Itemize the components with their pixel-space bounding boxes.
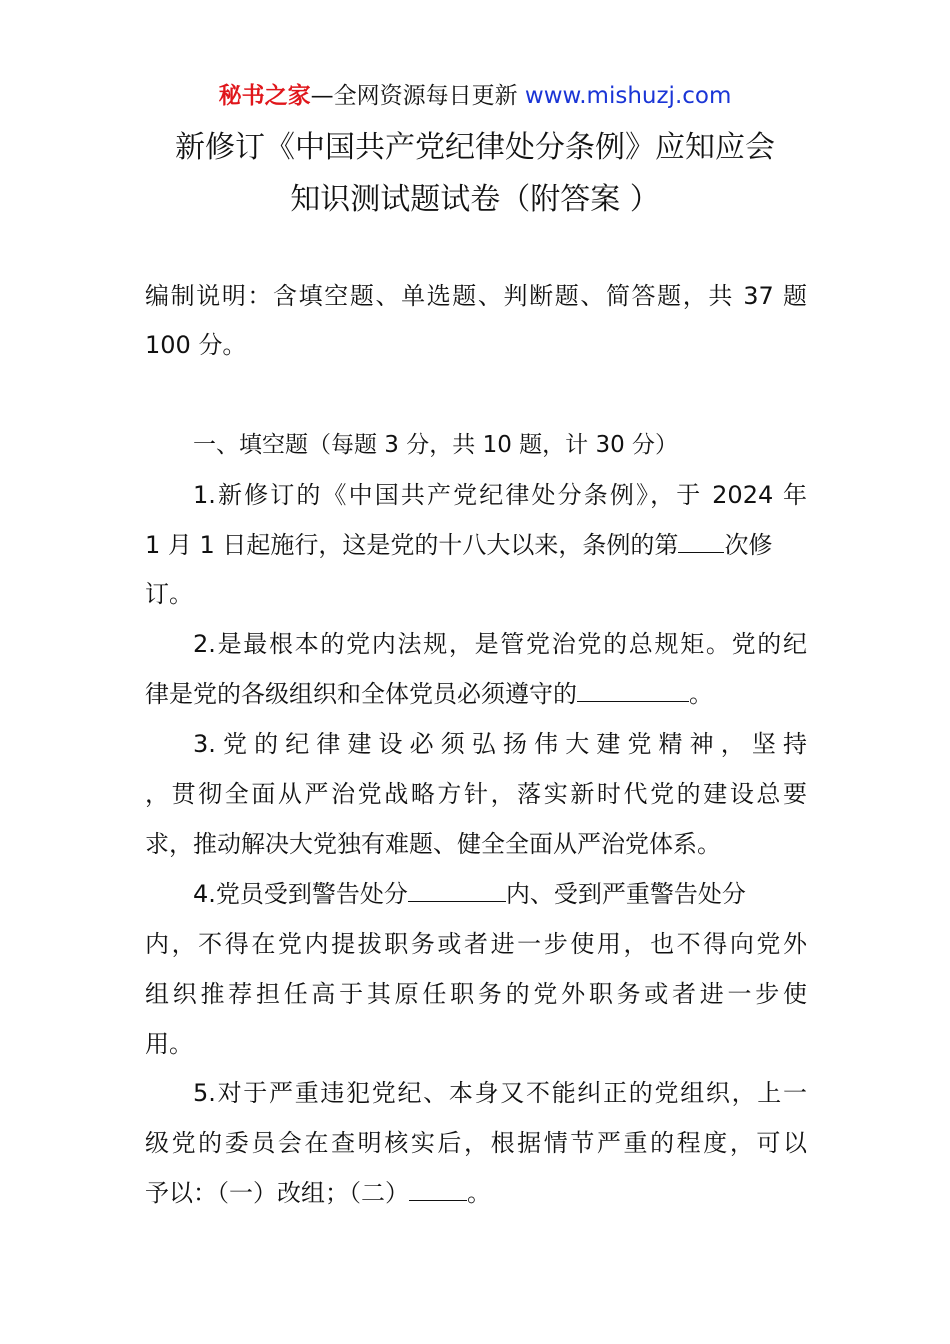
banner-url-link[interactable]: www.mishuzj.com bbox=[524, 83, 732, 109]
q3-line-2: ，贯彻全面从严治党战略方针，落实新时代党的建设总要 bbox=[145, 780, 807, 808]
section-heading: 一、填空题（每题 3 分，共 10 题，计 30 分） bbox=[193, 432, 679, 458]
q4-line-3: 组织推荐担任高于其原任职务的党外职务或者进一步使 bbox=[145, 980, 807, 1008]
q5-line-3-tail: 。 bbox=[467, 1179, 491, 1207]
q2-answer-blank bbox=[577, 679, 689, 702]
q1-line-3: 订。 bbox=[145, 580, 193, 608]
q3-line-1: 3.党的纪律建设必须弘扬伟大建党精神，坚持 bbox=[193, 730, 807, 758]
intro-line-1: 编制说明：含填空题、单选题、判断题、简答题，共 37 题 bbox=[145, 282, 807, 310]
brand-name: 秘书之家 bbox=[218, 83, 311, 109]
q4-line-4: 用。 bbox=[145, 1030, 193, 1058]
q5-answer-blank bbox=[409, 1178, 467, 1201]
q1-line-2-text: 1 月 1 日起施行，这是党的十八大以来，条例的第 bbox=[145, 531, 679, 559]
q4-line-1-text: 4.党员受到警告处分 bbox=[193, 880, 408, 908]
document-title-line-2: 知识测试题试卷（附答案 ） bbox=[290, 182, 660, 217]
q4-answer-blank bbox=[408, 879, 506, 902]
q5-line-1: 5.对于严重违犯党纪、本身又不能纠正的党组织，上一 bbox=[193, 1079, 807, 1107]
q4-line-2: 内，不得在党内提拔职务或者进一步使用，也不得向党外 bbox=[145, 930, 807, 958]
document-title-line-1: 新修订《中国共产党纪律处分条例》应知应会 bbox=[175, 130, 775, 165]
q5-line-3-text: 予以：（一）改组；（二） bbox=[145, 1179, 409, 1207]
q2-line-2 bbox=[145, 677, 713, 711]
q1-answer-blank bbox=[678, 530, 724, 553]
q3-line-3: 求，推动解决大党独有难题、健全全面从严治党体系。 bbox=[145, 830, 721, 858]
q1-line-2-tail: 次修 bbox=[724, 531, 773, 559]
banner-dash: — bbox=[310, 83, 334, 109]
site-banner bbox=[0, 80, 950, 112]
q1-line-2 bbox=[145, 528, 772, 562]
q2-line-2-tail: 。 bbox=[689, 680, 713, 708]
intro-line-2: 100 分。 bbox=[145, 331, 247, 359]
q5-line-2: 级党的委员会在查明核实后，根据情节严重的程度，可以 bbox=[145, 1129, 807, 1157]
q4-line-1 bbox=[193, 877, 746, 911]
q5-line-3 bbox=[145, 1176, 491, 1210]
q2-line-1: 2.是最根本的党内法规，是管党治党的总规矩。党的纪 bbox=[193, 630, 807, 658]
q2-line-2-text: 律是党的各级组织和全体党员必须遵守的 bbox=[145, 680, 577, 708]
q4-line-1-tail: 内、受到严重警告处分 bbox=[505, 880, 746, 908]
q1-line-1: 1.新修订的《中国共产党纪律处分条例》，于 2024 年 bbox=[193, 481, 807, 509]
banner-tagline: 全网资源每日更新 bbox=[333, 83, 518, 109]
